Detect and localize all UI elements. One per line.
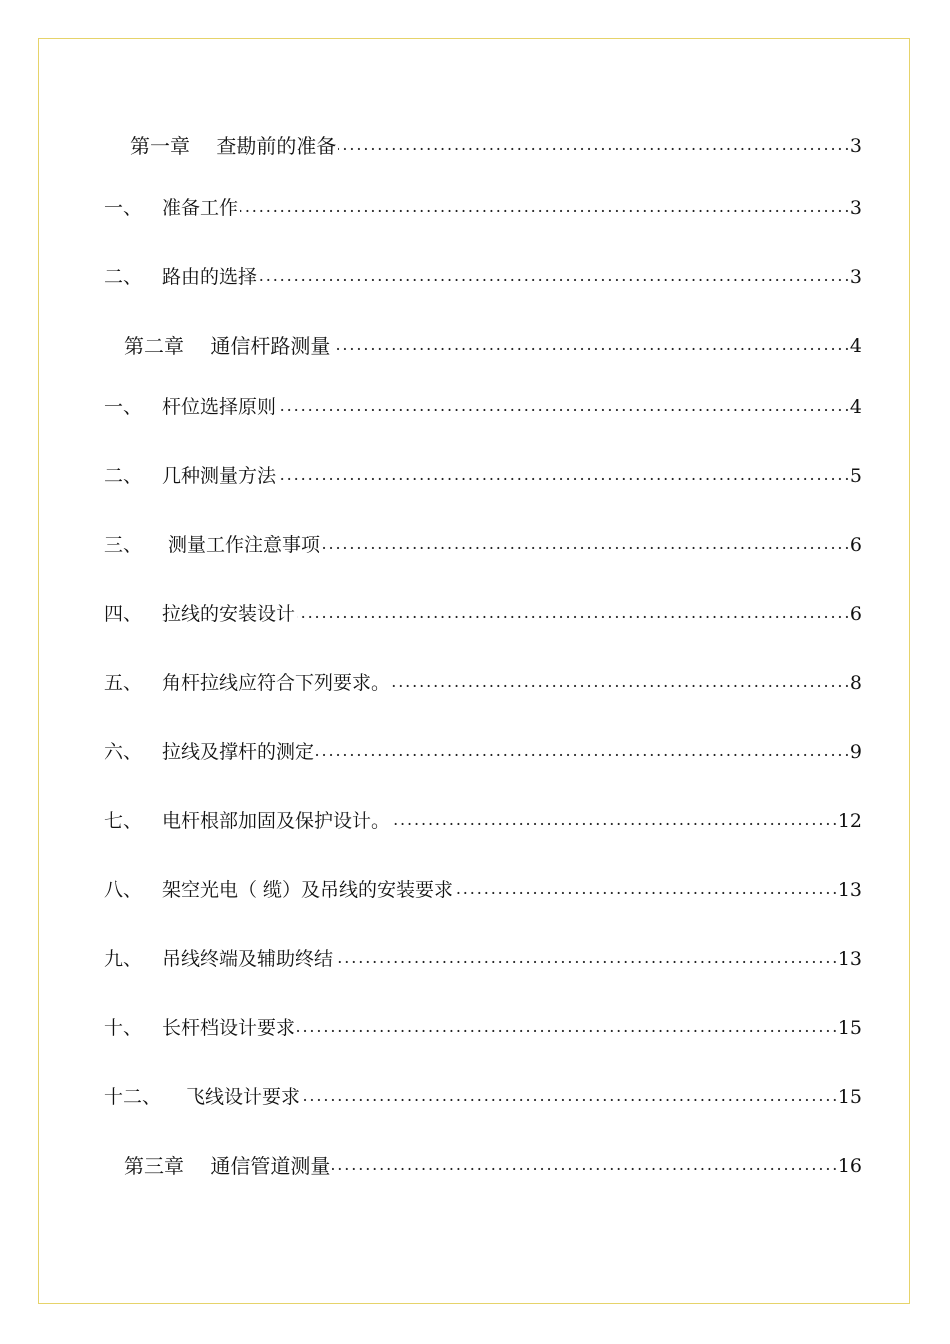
toc-entry-number: 二、	[104, 266, 143, 288]
toc-entry-page: 15	[837, 1017, 862, 1039]
toc-entry-page: 6	[849, 534, 862, 556]
toc-dot-leader	[259, 265, 848, 289]
toc-entry[interactable]	[104, 801, 862, 833]
toc-dot-leader	[316, 740, 848, 764]
toc-dot-leader	[455, 878, 836, 902]
toc-entry[interactable]	[104, 870, 862, 902]
toc-entry-title: 路由的选择	[162, 266, 258, 288]
toc-entry[interactable]	[104, 663, 862, 695]
toc-entry-page: 4	[849, 335, 862, 357]
toc-dot-leader	[332, 1154, 835, 1178]
toc-dot-leader	[240, 196, 848, 220]
toc-entry-title: 第三章 通信管道测量	[124, 1154, 331, 1178]
toc-entry-number: 五、	[104, 672, 143, 694]
toc-dot-leader	[338, 134, 848, 158]
toc-entry[interactable]	[104, 1077, 862, 1109]
toc-dot-leader	[392, 671, 848, 695]
toc-entry[interactable]	[104, 1008, 862, 1040]
toc-dot-leader	[297, 1016, 836, 1040]
toc-entry-title: 拉线的安装设计	[162, 603, 296, 625]
toc-entry-title: 第二章 通信杆路测量	[124, 334, 331, 358]
toc-entry-title: 吊线终端及辅助终结	[162, 948, 334, 970]
toc-entry-number: 一、	[104, 396, 143, 418]
toc-entry-title: 杆位选择原则	[162, 396, 277, 418]
toc-entry-number: 三、	[104, 534, 143, 556]
toc-entry-page: 16	[837, 1155, 862, 1177]
toc-dot-leader	[302, 1085, 836, 1109]
toc-dot-leader	[335, 947, 836, 971]
toc-entry-title: 准备工作	[162, 197, 239, 219]
toc-entry-page: 12	[837, 810, 862, 832]
toc-dot-leader	[297, 602, 848, 626]
toc-dot-leader	[322, 533, 848, 557]
toc-entry-page: 6	[849, 603, 862, 625]
toc-entry[interactable]	[104, 456, 862, 488]
toc-entry-number: 八、	[104, 879, 143, 901]
toc-entry[interactable]	[104, 732, 862, 764]
toc-entry-page: 3	[849, 197, 862, 219]
toc-entry[interactable]	[104, 939, 862, 971]
toc-entry-page: 8	[849, 672, 862, 694]
toc-entry[interactable]	[104, 188, 862, 220]
toc-entry-title: 电杆根部加固及保护设计。	[162, 810, 391, 832]
toc-entry-page: 15	[837, 1086, 862, 1108]
toc-entry-number: 七、	[104, 810, 143, 832]
toc-dot-leader	[332, 334, 848, 358]
toc-entry-title: 第一章 查勘前的准备	[130, 134, 337, 158]
toc-entry-page: 5	[849, 465, 862, 487]
toc-entry-page: 4	[849, 396, 862, 418]
toc-entry-number: 十二、	[104, 1086, 162, 1108]
toc-entry-page: 3	[849, 135, 862, 157]
toc-entry[interactable]	[104, 257, 862, 289]
toc-entry-page: 13	[837, 879, 862, 901]
toc-entry-page: 3	[849, 266, 862, 288]
toc-entry-number: 一、	[104, 197, 143, 219]
toc-entry-title: 拉线及撑杆的测定	[162, 741, 315, 763]
toc-entry-chapter-1[interactable]	[104, 126, 862, 158]
toc-entry[interactable]	[104, 594, 862, 626]
toc-entry-title: 测量工作注意事项	[168, 534, 321, 556]
toc-entry[interactable]	[104, 387, 862, 419]
toc-entry-chapter-3[interactable]	[104, 1146, 862, 1178]
toc-entry-title: 长杆档设计要求	[162, 1017, 296, 1039]
toc-entry-number: 九、	[104, 948, 143, 970]
toc-entry-title: 角杆拉线应符合下列要求。	[162, 672, 391, 694]
toc-entry-page: 9	[849, 741, 862, 763]
toc-entry-number: 四、	[104, 603, 143, 625]
toc-entry-number: 十、	[104, 1017, 143, 1039]
toc-entry-number: 六、	[104, 741, 143, 763]
toc-entry-title: 几种测量方法	[162, 465, 277, 487]
toc-entry[interactable]	[104, 525, 862, 557]
toc-entry-number: 二、	[104, 465, 143, 487]
toc-dot-leader	[278, 395, 848, 419]
toc-entry-page: 13	[837, 948, 862, 970]
toc-entry-chapter-2[interactable]	[104, 326, 862, 358]
toc-entry-title: 架空光电（ 缆）及吊线的安装要求	[162, 879, 454, 901]
toc-dot-leader	[278, 464, 848, 488]
toc-dot-leader	[392, 809, 836, 833]
toc-entry-title: 飞线设计要求	[186, 1086, 301, 1108]
